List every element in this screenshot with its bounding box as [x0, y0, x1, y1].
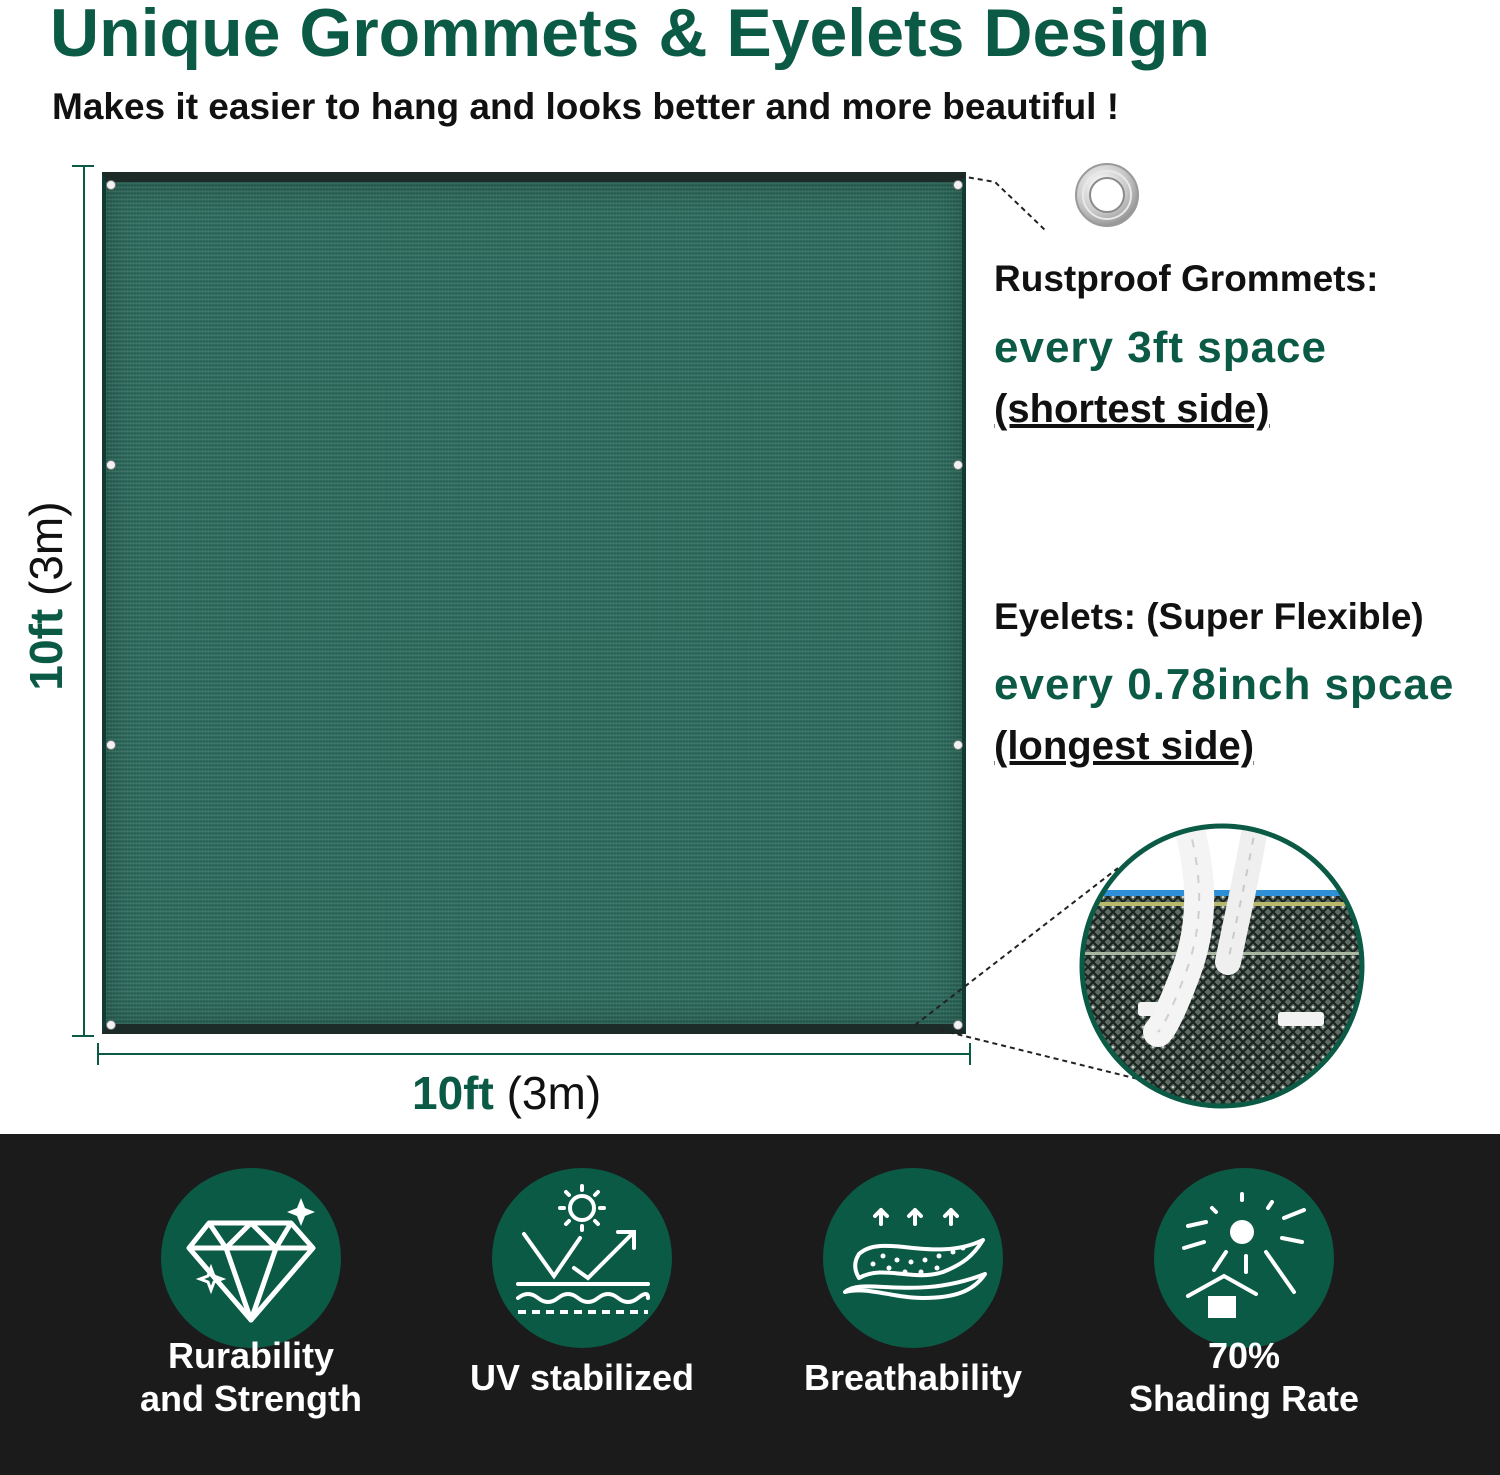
- sun-shade-house-icon: [1154, 1168, 1334, 1348]
- width-dimension-label: [412, 1065, 601, 1121]
- grommet-dot: [953, 1020, 963, 1030]
- feature-label-line2: Shading Rate: [1128, 1378, 1360, 1419]
- eyelets-note: (longest side): [994, 724, 1255, 768]
- grommets-heading: Rustproof Grommets:: [994, 258, 1379, 299]
- grommet-dot: [953, 740, 963, 750]
- height-dimension-cap: [72, 1035, 94, 1037]
- shade-net-panel: [102, 172, 966, 1034]
- diamond-icon: [161, 1168, 341, 1348]
- width-dimension-cap: [969, 1043, 971, 1065]
- feature-label-line2: and Strength: [140, 1378, 362, 1419]
- feature-icon-circle: [161, 1168, 341, 1348]
- feature-label-line1: Breathability: [803, 1357, 1023, 1398]
- page-title: Unique Grommets & Eyelets Design: [50, 0, 1211, 71]
- feature-breathability: [748, 1134, 1078, 1475]
- grommet-dot: [106, 180, 116, 190]
- feature-label-line1: 70%: [1207, 1335, 1281, 1376]
- grommet-dot: [953, 180, 963, 190]
- grommet-dot: [953, 460, 963, 470]
- width-value: 10ft: [412, 1067, 494, 1119]
- breathable-fabric-icon: [823, 1168, 1003, 1348]
- width-dimension-cap: [97, 1043, 99, 1065]
- width-unit: (3m): [506, 1067, 602, 1119]
- grommets-spacing: every 3ft space: [994, 323, 1327, 372]
- uv-sun-icon: [492, 1168, 672, 1348]
- feature-shading-rate: [1079, 1134, 1409, 1475]
- eyelet-closeup-image: [1078, 822, 1366, 1110]
- height-dimension-cap: [72, 165, 94, 167]
- features-band: [0, 1134, 1500, 1475]
- page-subtitle: Makes it easier to hang and looks better and more beautiful !: [52, 86, 1120, 127]
- eyelets-spacing: every 0.78inch spcae: [994, 660, 1455, 709]
- feature-icon-circle: [823, 1168, 1003, 1348]
- height-dimension-line: [83, 165, 85, 1037]
- grommet-ring-icon: [1072, 160, 1142, 230]
- height-unit: (3m): [20, 501, 72, 596]
- feature-label-line1: UV stabilized: [469, 1357, 695, 1398]
- grommets-note: (shortest side): [994, 387, 1270, 431]
- feature-label-line1: Rurability: [167, 1335, 335, 1376]
- feature-icon-circle: [1154, 1168, 1334, 1348]
- eyelets-heading: Eyelets: (Super Flexible): [994, 596, 1424, 637]
- feature-icon-circle: [492, 1168, 672, 1348]
- height-value: 10ft: [20, 608, 72, 691]
- height-dimension-label: [18, 481, 74, 711]
- grommet-dot: [106, 740, 116, 750]
- grommet-dot: [106, 460, 116, 470]
- grommet-dot: [106, 1020, 116, 1030]
- feature-durability: [86, 1134, 416, 1475]
- feature-uv-stabilized: [417, 1134, 747, 1475]
- width-dimension-line: [98, 1053, 970, 1055]
- grommet-leader-line: [960, 176, 1045, 230]
